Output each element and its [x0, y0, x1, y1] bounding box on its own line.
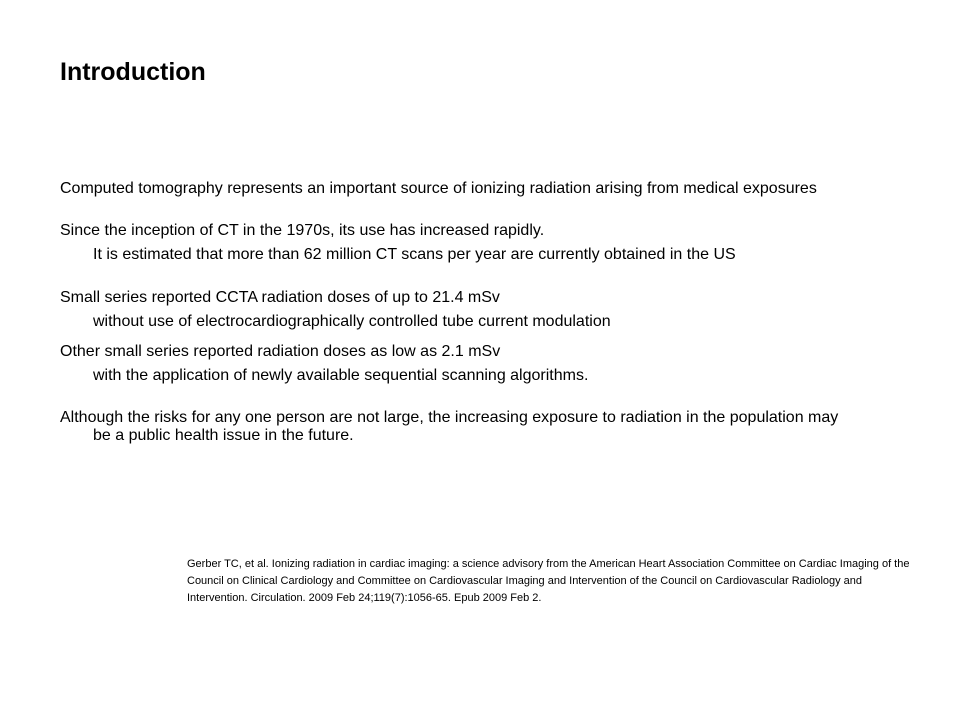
paragraph-ct-inception: Since the inception of CT in the 1970s, its use has increased rapidly. — [60, 222, 545, 239]
paragraph-low-dose-detail: with the application of newly available sequential scanning algorithms. — [93, 367, 589, 384]
slide-title: Introduction — [60, 58, 206, 86]
paragraph-ccta-high-dose-detail: without use of electrocardiographically controlled tube current modulation — [93, 313, 611, 330]
paragraph-ccta-high-dose: Small series reported CCTA radiation doses of up to 21.4 mSv — [60, 289, 500, 306]
slide-body — [60, 180, 860, 445]
paragraph-ct-radiation-source: Computed tomography represents an important source of ionizing radiation arising from medical exposures — [60, 180, 817, 197]
citation: Gerber TC, et al. Ionizing radiation in cardiac imaging: a science advisory from the American Heart Association Committee on Cardiac Imaging of the Council on Clinical Cardiology and Committee on Cardiovascular Imaging and Intervention of the Council on Cardiovascular Radiology and Intervention. Circulation. 2009 Feb 24;119(7):1056-65. Epub 2009 Feb 2. — [187, 558, 910, 604]
paragraph-public-health-risk: Although the risks for any one person are not large, the increasing exposure to radiation in the population may be a public health issue in the future. — [60, 409, 839, 444]
paragraph-ct-inception-detail: It is estimated that more than 62 million CT scans per year are currently obtained in the US — [93, 246, 736, 263]
paragraph-low-dose: Other small series reported radiation doses as low as 2.1 mSv — [60, 343, 501, 360]
